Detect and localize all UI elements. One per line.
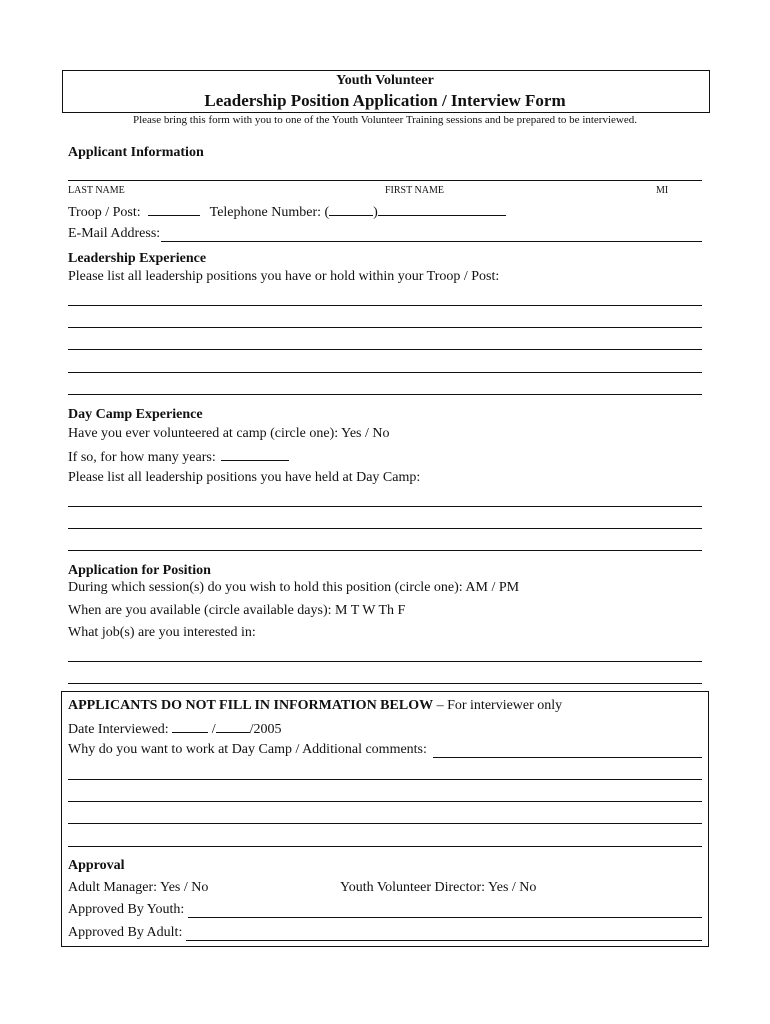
- phone-paren: ): [373, 205, 378, 220]
- date-day-field[interactable]: [216, 720, 250, 733]
- troop-field[interactable]: [148, 203, 200, 216]
- leadership-line[interactable]: [68, 372, 702, 373]
- last-name-label: LAST NAME: [68, 185, 125, 196]
- leadership-prompt: Please list all leadership positions you have or hold within your Troop / Post:: [68, 269, 500, 284]
- form-subtitle: Youth Volunteer: [336, 73, 434, 88]
- adult-manager-approval: Adult Manager: Yes / No: [68, 880, 209, 895]
- troop-label: Troop / Post:: [68, 205, 141, 220]
- why-row: [68, 742, 702, 758]
- daycamp-q2: If so, for how many years:: [68, 450, 216, 465]
- comments-line[interactable]: [68, 823, 702, 824]
- form-instruction: Please bring this form with you to one of the Youth Volunteer Training sessions and be prepared to be interviewed.: [132, 114, 637, 126]
- date-year: /2005: [249, 722, 282, 737]
- daycamp-line[interactable]: [68, 550, 702, 551]
- leadership-line[interactable]: [68, 349, 702, 350]
- approved-adult-label: Approved By Adult:: [68, 925, 183, 940]
- daycamp-q3: Please list all leadership positions you have held at Day Camp:: [68, 470, 421, 485]
- position-q1: During which session(s) do you wish to hold this position (circle one): AM / PM: [68, 580, 520, 595]
- interviewer-note: – For interviewer only: [433, 698, 563, 713]
- position-heading: Application for Position: [68, 563, 211, 578]
- leadership-line[interactable]: [68, 394, 702, 395]
- daycamp-line[interactable]: [68, 528, 702, 529]
- date-month-field[interactable]: [172, 720, 208, 733]
- interviewer-heading: APPLICANTS DO NOT FILL IN INFORMATION BELOW: [68, 698, 434, 713]
- daycamp-q1: Have you ever volunteered at camp (circle one): Yes / No: [68, 426, 390, 441]
- approved-adult-field[interactable]: [186, 926, 702, 941]
- mi-label: MI: [656, 185, 669, 196]
- date-row: [68, 720, 281, 738]
- approval-heading: Approval: [68, 858, 125, 873]
- daycamp-line[interactable]: [68, 506, 702, 507]
- position-q3: What job(s) are you interested in:: [68, 625, 256, 640]
- email-row: [68, 226, 702, 242]
- email-field[interactable]: [161, 227, 702, 242]
- phone-label: Telephone Number: (: [209, 205, 330, 220]
- area-code-field[interactable]: [329, 203, 373, 216]
- approved-adult-row: [68, 925, 702, 941]
- date-label: Date Interviewed:: [68, 722, 169, 737]
- name-line[interactable]: [68, 180, 702, 181]
- approved-youth-field[interactable]: [188, 903, 702, 918]
- approved-youth-label: Approved By Youth:: [68, 902, 185, 917]
- leadership-line[interactable]: [68, 327, 702, 328]
- position-line[interactable]: [68, 661, 702, 662]
- approved-youth-row: [68, 902, 702, 918]
- leadership-line[interactable]: [68, 305, 702, 306]
- comments-line[interactable]: [68, 846, 702, 847]
- first-name-label: FIRST NAME: [385, 185, 444, 196]
- leadership-heading: Leadership Experience: [68, 251, 207, 266]
- date-sep: /: [211, 722, 216, 737]
- comments-line[interactable]: [68, 779, 702, 780]
- phone-field[interactable]: [378, 203, 506, 216]
- daycamp-heading: Day Camp Experience: [68, 407, 203, 422]
- why-label: Why do you want to work at Day Camp / Additional comments:: [68, 742, 427, 757]
- position-q2: When are you available (circle available days): M T W Th F: [68, 603, 406, 618]
- position-line[interactable]: [68, 683, 702, 684]
- interviewer-heading-row: [68, 698, 562, 714]
- daycamp-q2-row: [68, 448, 289, 466]
- form-title: Leadership Position Application / Interview Form: [204, 91, 566, 110]
- comments-line[interactable]: [68, 801, 702, 802]
- years-field[interactable]: [221, 448, 289, 461]
- director-approval: Youth Volunteer Director: Yes / No: [340, 880, 537, 895]
- why-field[interactable]: [433, 743, 702, 758]
- email-label: E-Mail Address:: [68, 226, 161, 241]
- applicant-heading: Applicant Information: [68, 145, 204, 160]
- troop-row: [68, 203, 506, 221]
